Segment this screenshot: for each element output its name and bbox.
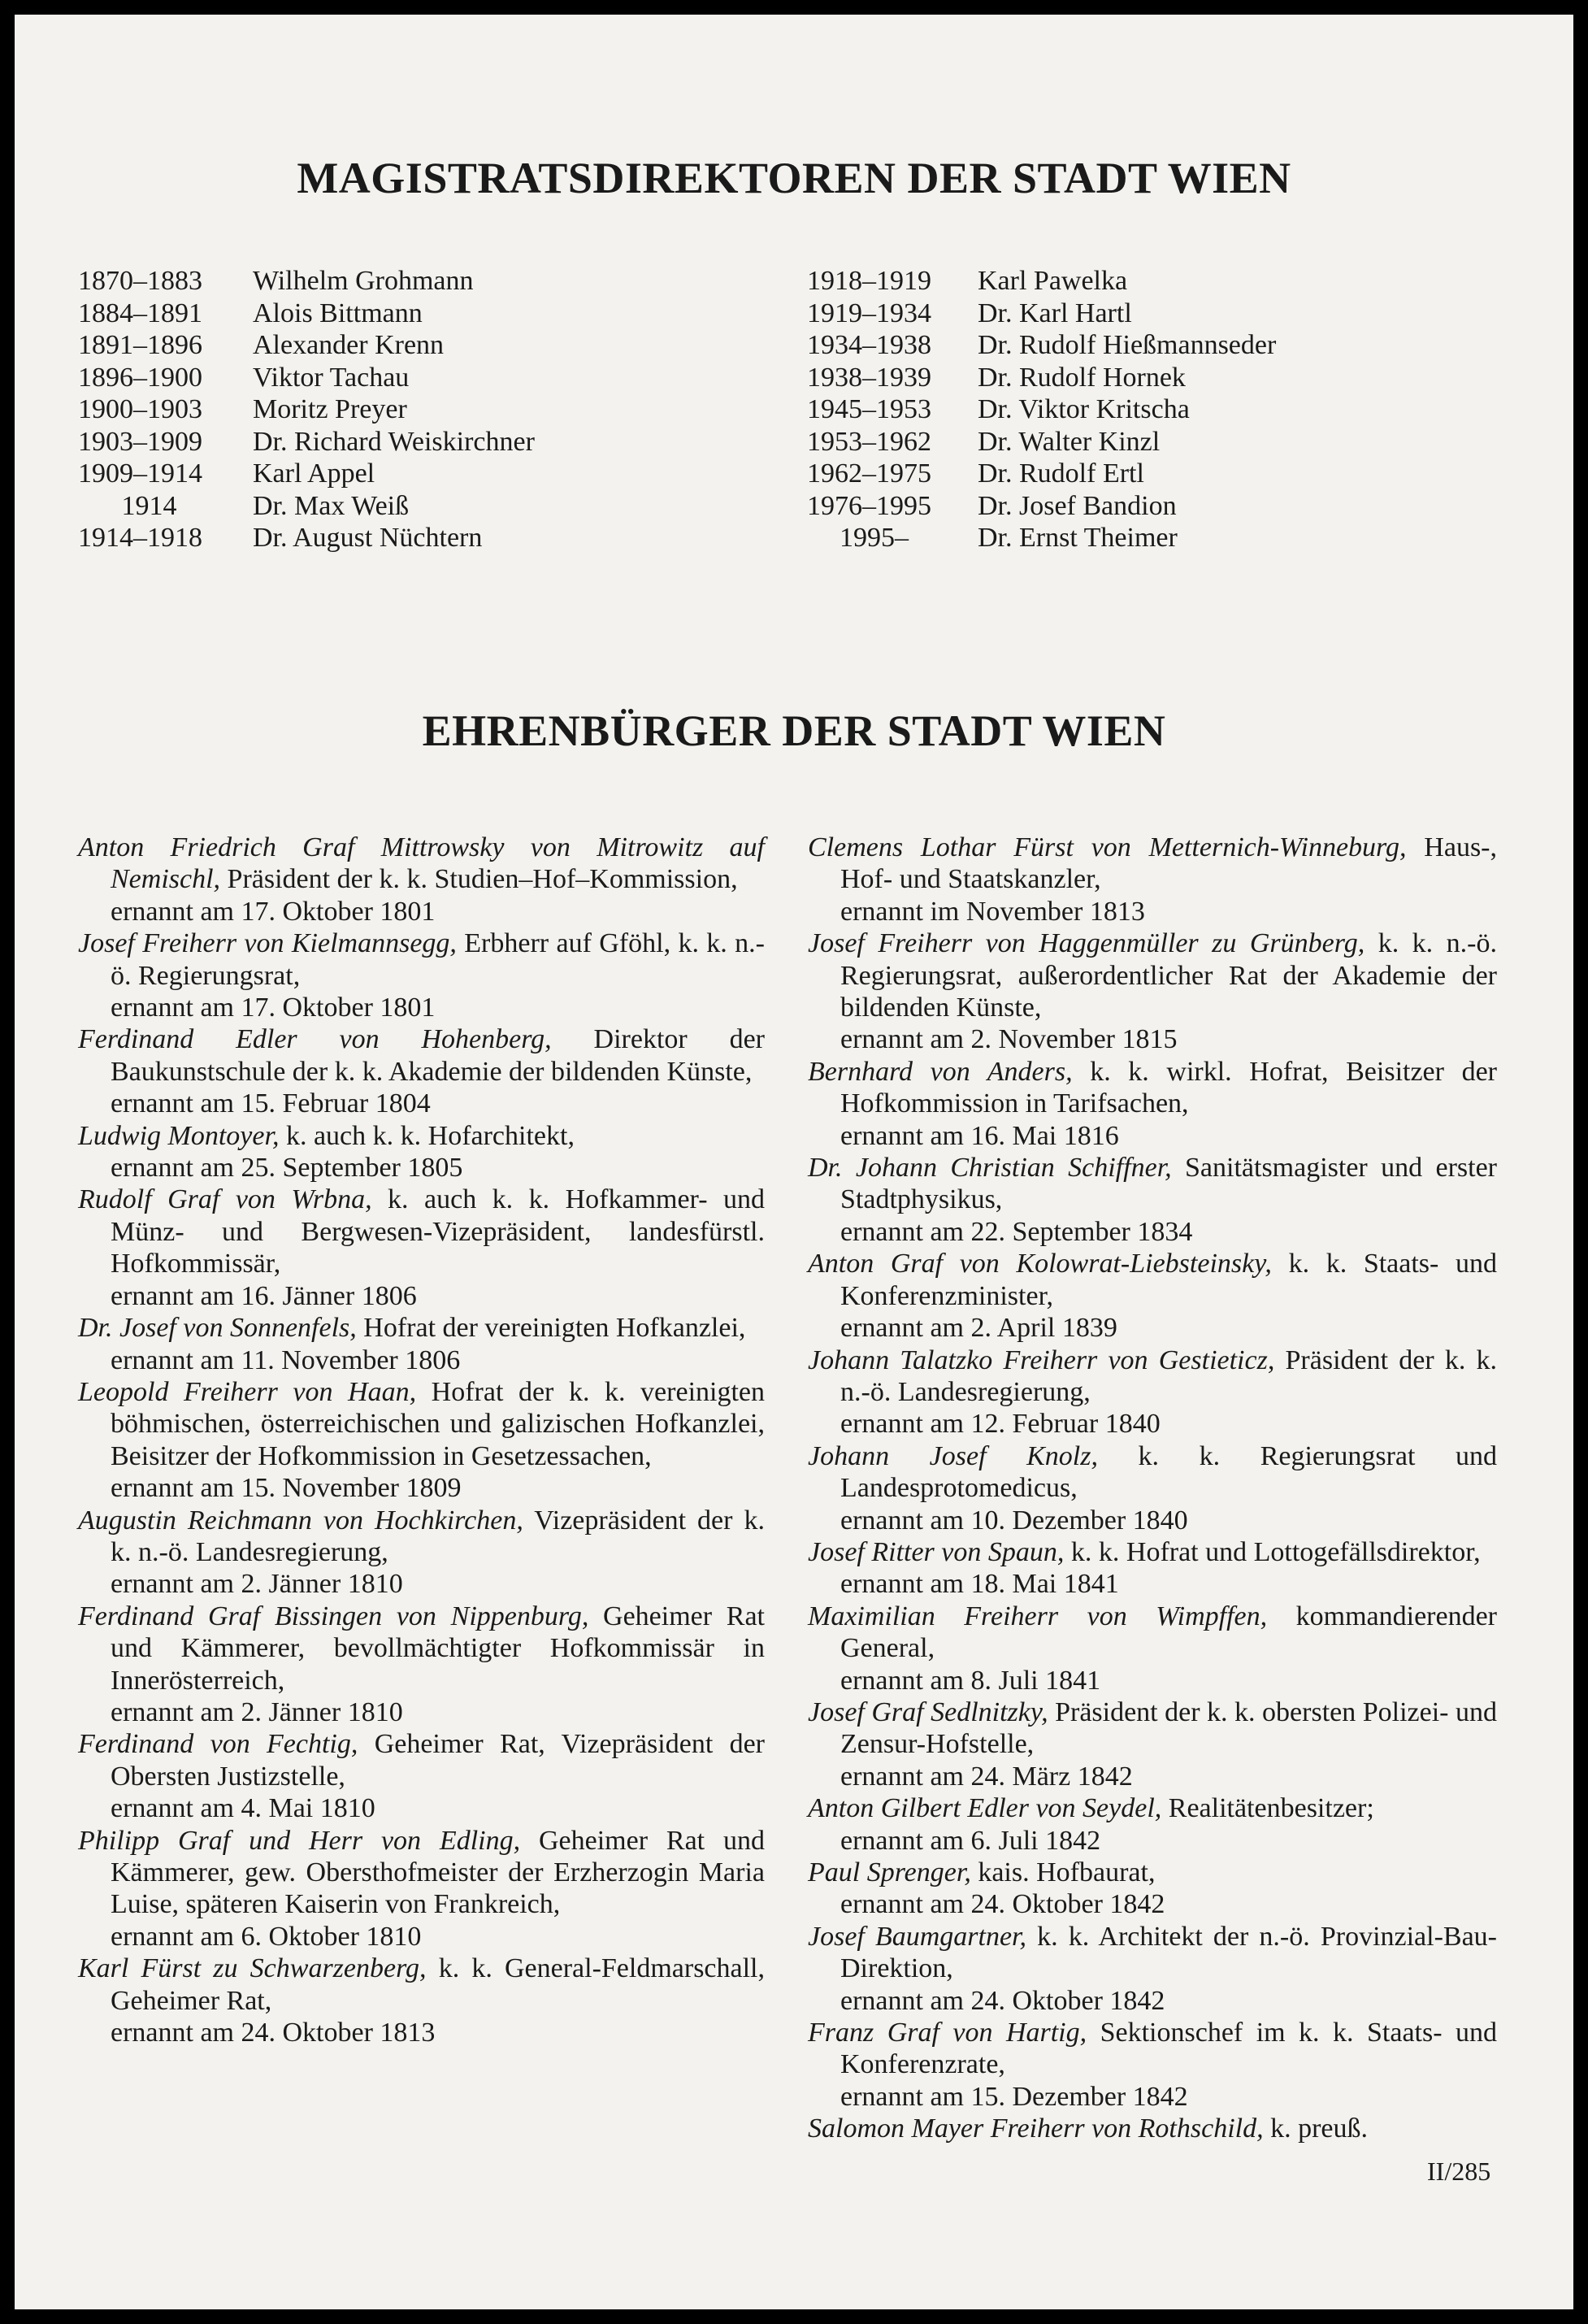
citizen-name: Rudolf Graf von Wrbna, (78, 1184, 372, 1215)
director-name: Dr. Rudolf Ertl (978, 458, 1144, 489)
entry-description (808, 1696, 1497, 1761)
director-row (807, 522, 1276, 554)
appointment-date: ernannt am 16. Mai 1816 (840, 1120, 1119, 1151)
director-years: 1900–1903 (78, 394, 202, 424)
entry-description (808, 1056, 1497, 1120)
director-name: Dr. Karl Hartl (978, 298, 1132, 328)
citizen-title: Direktor der Baukunstschule der k. k. Akademie der bildenden Künste, (111, 1024, 765, 1087)
director-name: Karl Pawelka (978, 266, 1128, 296)
citizen-name: Ludwig Montoyer, (78, 1120, 280, 1151)
honorary-citizens-column-right (808, 832, 1497, 2145)
appointment-date: ernannt am 2. Jänner 1810 (111, 1569, 403, 1600)
honorary-citizen-entry (808, 1344, 1497, 1440)
citizen-title: k. k. n.-ö. Regierungsrat, außerordentlicher Rat der Akademie der bildenden Künste, (840, 928, 1497, 1023)
honorary-citizen-entry (808, 1792, 1497, 1857)
appointment-date: ernannt am 6. Juli 1842 (840, 1825, 1101, 1856)
appointment-date: ernannt am 22. September 1834 (840, 1216, 1193, 1247)
entry-description (78, 927, 765, 992)
citizen-name: Dr. Johann Christian Schiffner, (808, 1153, 1172, 1184)
appointment-date: ernannt am 15. Dezember 1842 (840, 2081, 1188, 2112)
director-years: 1884–1891 (78, 298, 202, 328)
appointment-date: ernannt am 24. Oktober 1842 (840, 1889, 1165, 1920)
entry-description (78, 1376, 765, 1472)
honorary-citizen-entry (808, 1601, 1497, 1696)
entry-description (78, 1601, 765, 1696)
citizen-title: k. k. Staats- und Konferenzminister, (840, 1249, 1497, 1311)
honorary-citizen-entry (808, 1440, 1497, 1536)
director-row (78, 329, 535, 362)
honorary-citizen-entry (78, 1120, 765, 1184)
director-row (78, 458, 535, 490)
director-name: Dr. Viktor Kritscha (978, 394, 1190, 424)
citizen-name: Bernhard von Anders, (808, 1056, 1073, 1087)
entry-description (808, 1792, 1497, 1824)
honorary-citizen-entry (808, 1857, 1497, 1921)
entry-description (808, 2017, 1497, 2081)
entry-description (808, 2113, 1497, 2144)
honorary-citizens-column-left (78, 832, 765, 2048)
entry-description (78, 1825, 765, 1921)
appointment-date: ernannt am 10. Dezember 1840 (840, 1505, 1188, 1536)
citizen-name: Augustin Reichmann von Hochkirchen, (78, 1505, 523, 1536)
director-name: Alexander Krenn (253, 330, 445, 360)
appointment-date: ernannt am 16. Jänner 1806 (111, 1280, 417, 1311)
director-row (807, 393, 1276, 426)
entry-description (808, 927, 1497, 1023)
citizen-title: kais. Hofbaurat, (970, 1857, 1156, 1887)
citizen-title: Präsident der k. k. obersten Polizei- und Zensur-Hofstelle, (840, 1696, 1497, 1760)
entry-description (78, 1184, 765, 1279)
director-name: Alois Bittmann (253, 298, 423, 328)
director-name: Wilhelm Grohmann (253, 266, 474, 296)
director-row (78, 522, 535, 554)
citizen-title: k. k. Hofrat und Lottogefällsdirektor, (1064, 1536, 1481, 1567)
director-row (807, 329, 1276, 362)
honorary-citizen-entry (808, 832, 1497, 927)
director-row (807, 265, 1276, 298)
citizen-name: Anton Gilbert Edler von Seydel, (808, 1793, 1162, 1824)
honorary-citizen-entry (78, 927, 765, 1023)
entry-description (808, 1248, 1497, 1312)
directors-list-left (78, 265, 535, 554)
entry-description (808, 1536, 1497, 1568)
citizen-title: Hofrat der k. k. vereinigten böhmischen, österreichischen und galizischen Hofkanzlei, Beisitzer der Hofkommission in Gesetzessachen, (111, 1376, 765, 1471)
honorary-citizen-entry (808, 1248, 1497, 1344)
directors-list-right (807, 265, 1276, 554)
director-row (78, 490, 535, 523)
director-years: 1945–1953 (807, 394, 931, 424)
director-row (807, 490, 1276, 523)
entry-description (78, 1953, 765, 2017)
citizen-name: Ferdinand Edler von Hohenberg, (78, 1024, 552, 1055)
director-row (807, 298, 1276, 330)
citizen-name: Philipp Graf und Herr von Edling, (78, 1825, 521, 1856)
appointment-date: ernannt am 15. November 1809 (111, 1473, 462, 1504)
appointment-date: ernannt am 2. November 1815 (840, 1024, 1178, 1055)
director-name: Dr. Richard Weiskirchner (253, 426, 535, 457)
citizen-title: k. auch k. k. Hofarchitekt, (279, 1120, 575, 1151)
entry-description (808, 832, 1497, 896)
director-name: Karl Appel (253, 458, 375, 489)
honorary-citizen-entry (78, 1825, 765, 1953)
citizen-title: Realitätenbesitzer; (1161, 1793, 1374, 1824)
director-row (78, 393, 535, 426)
honorary-citizen-entry (808, 2017, 1497, 2113)
citizen-title: k. k. wirkl. Hofrat, Beisitzer der Hofkommission in Tarifsachen, (840, 1056, 1497, 1119)
honorary-citizen-entry (78, 1023, 765, 1119)
director-years: 1891–1896 (78, 330, 202, 360)
entry-description (78, 1505, 765, 1569)
director-row (807, 458, 1276, 490)
citizen-name: Anton Friedrich Graf Mittrowsky von Mitrowitz auf Nemischl, (78, 832, 765, 895)
honorary-citizen-entry (78, 1312, 765, 1376)
director-name: Dr. Ernst Theimer (978, 523, 1178, 553)
citizen-name: Ferdinand Graf Bissingen von Nippenburg, (78, 1601, 589, 1631)
appointment-date: ernannt am 2. Jänner 1810 (111, 1696, 403, 1727)
section-title-ehrenbuerger: EHRENBÜRGER DER STADT WIEN (422, 706, 1166, 755)
citizen-title: k. auch k. k. Hofkammer- und Münz- und Bergwesen-Vizepräsident, landesfürstl. Hofkommissär, (111, 1184, 765, 1279)
appointment-date: ernannt am 17. Oktober 1801 (111, 896, 436, 927)
entry-description (78, 832, 765, 896)
appointment-date: ernannt am 17. Oktober 1801 (111, 993, 436, 1023)
director-row (78, 265, 535, 298)
director-name: Dr. Rudolf Hießmannseder (978, 330, 1277, 360)
director-years: 1934–1938 (807, 330, 931, 360)
citizen-name: Leopold Freiherr von Haan, (78, 1376, 417, 1407)
entry-description (808, 1921, 1497, 1985)
citizen-name: Dr. Josef von Sonnenfels, (78, 1313, 357, 1344)
director-name: Dr. Walter Kinzl (978, 426, 1161, 457)
citizen-name: Anton Graf von Kolowrat-Liebsteinsky, (808, 1249, 1272, 1279)
citizen-title: k. k. General-Feldmarschall, Geheimer Rat, (111, 1953, 765, 2016)
citizen-title: Erbherr auf Gföhl, k. k. n.-ö. Regierungsrat, (111, 928, 765, 991)
director-years: 1919–1934 (807, 298, 931, 328)
director-years: 1953–1962 (807, 426, 931, 457)
director-years: 1909–1914 (78, 458, 202, 489)
appointment-date: ernannt am 8. Juli 1841 (840, 1665, 1101, 1696)
entry-description (808, 1857, 1497, 1888)
citizen-name: Josef Freiherr von Haggenmüller zu Grünberg, (808, 928, 1365, 959)
citizen-title: Geheimer Rat, Vizepräsident der Obersten Justizstelle, (111, 1729, 765, 1792)
director-years: 1976–1995 (807, 490, 931, 521)
honorary-citizen-entry (78, 832, 765, 927)
citizen-title: k. preuß. (1263, 2113, 1369, 2144)
appointment-date: ernannt am 24. Oktober 1813 (111, 2018, 436, 2048)
entry-description (808, 1344, 1497, 1409)
honorary-citizen-entry (78, 1953, 765, 2048)
director-row (78, 426, 535, 458)
citizen-title: Vizepräsident der k. k. n.-ö. Landesregierung, (111, 1505, 765, 1567)
honorary-citizen-entry (78, 1376, 765, 1505)
director-years: 1995– (840, 523, 909, 553)
honorary-citizen-entry (808, 927, 1497, 1056)
document-page (15, 15, 1573, 2309)
honorary-citizen-entry (808, 1056, 1497, 1152)
appointment-date: ernannt am 24. Oktober 1842 (840, 1985, 1165, 2016)
citizen-title: Geheimer Rat und Kämmerer, bevollmächtigter Hofkommissär in Innerösterreich, (111, 1601, 765, 1696)
director-years: 1870–1883 (78, 266, 202, 296)
entry-description (78, 1120, 765, 1152)
director-row (807, 362, 1276, 394)
director-name: Viktor Tachau (253, 362, 410, 393)
director-row (78, 298, 535, 330)
director-name: Dr. Rudolf Hornek (978, 362, 1186, 393)
citizen-name: Josef Baumgartner, (808, 1921, 1027, 1952)
entry-description (808, 1152, 1497, 1216)
director-years: 1903–1909 (78, 426, 202, 457)
citizen-name: Salomon Mayer Freiherr von Rothschild, (808, 2113, 1264, 2144)
honorary-citizen-entry (808, 1921, 1497, 2017)
appointment-date: ernannt im November 1813 (840, 896, 1145, 927)
entry-description (808, 1601, 1497, 1665)
citizen-name: Maximilian Freiherr von Wimpffen, (808, 1601, 1268, 1631)
citizen-title: k. k. Regierungsrat und Landesprotomedicus, (840, 1440, 1497, 1504)
honorary-citizen-entry (808, 1696, 1497, 1792)
appointment-date: ernannt am 6. Oktober 1810 (111, 1921, 422, 1952)
entry-description (78, 1728, 765, 1792)
citizen-name: Josef Freiherr von Kielmannsegg, (78, 928, 457, 959)
director-years: 1938–1939 (807, 362, 931, 393)
entry-description (78, 1312, 765, 1344)
appointment-date: ernannt am 12. Februar 1840 (840, 1409, 1161, 1440)
citizen-name: Josef Ritter von Spaun, (808, 1536, 1065, 1567)
citizen-title: Präsident der k. k. Studien–Hof–Kommission, (220, 864, 738, 895)
director-name: Dr. Max Weiß (253, 490, 410, 521)
citizen-name: Ferdinand von Fechtig, (78, 1729, 358, 1760)
honorary-citizen-entry (78, 1728, 765, 1824)
entry-description (808, 1440, 1497, 1505)
citizen-title: Hofrat der vereinigten Hofkanzlei, (356, 1313, 746, 1344)
appointment-date: ernannt am 2. April 1839 (840, 1313, 1117, 1344)
entry-description (78, 1023, 765, 1088)
director-row (78, 362, 535, 394)
honorary-citizen-entry (78, 1601, 765, 1729)
citizen-name: Josef Graf Sedlnitzky, (808, 1696, 1048, 1727)
honorary-citizen-entry (808, 1152, 1497, 1248)
director-years: 1896–1900 (78, 362, 202, 393)
citizen-name: Paul Sprenger, (808, 1857, 971, 1887)
page-number: II/285 (1427, 2157, 1491, 2186)
citizen-title: Geheimer Rat und Kämmerer, gew. Obersthofmeister der Erzherzogin Maria Luise, späteren Kaiserin von Frankreich, (111, 1825, 765, 1920)
citizen-name: Johann Josef Knolz, (808, 1440, 1098, 1471)
director-years: 1962–1975 (807, 458, 931, 489)
director-years: 1914 (121, 490, 177, 521)
appointment-date: ernannt am 24. März 1842 (840, 1761, 1133, 1792)
appointment-date: ernannt am 11. November 1806 (111, 1344, 461, 1375)
appointment-date: ernannt am 18. Mai 1841 (840, 1569, 1119, 1600)
honorary-citizen-entry (78, 1184, 765, 1312)
citizen-name: Franz Graf von Hartig, (808, 2018, 1087, 2048)
citizen-title: Haus-, Hof- und Staatskanzler, (840, 832, 1497, 895)
citizen-title: Präsident der k. k. n.-ö. Landesregierung, (840, 1344, 1498, 1407)
honorary-citizen-entry (808, 1536, 1497, 1601)
director-name: Dr. Josef Bandion (978, 490, 1177, 521)
honorary-citizen-entry (78, 1505, 765, 1601)
director-name: Dr. August Nüchtern (253, 523, 483, 553)
citizen-name: Karl Fürst zu Schwarzenberg, (78, 1953, 427, 1984)
citizen-title: k. k. Architekt der n.-ö. Provinzial-Bau-Direktion, (840, 1921, 1497, 1984)
citizen-name: Clemens Lothar Fürst von Metternich-Winneburg, (808, 832, 1407, 862)
director-years: 1918–1919 (807, 266, 931, 296)
section-title-magistratsdirektoren: MAGISTRATSDIREKTOREN DER STADT WIEN (297, 154, 1291, 202)
appointment-date: ernannt am 4. Mai 1810 (111, 1793, 375, 1824)
citizen-title: Sanitätsmagister und erster Stadtphysikus, (840, 1153, 1497, 1215)
citizen-name: Johann Talatzko Freiherr von Gestieticz, (808, 1344, 1275, 1375)
citizen-title: Sektionschef im k. k. Staats- und Konferenzrate, (840, 2018, 1498, 2080)
director-row (807, 426, 1276, 458)
honorary-citizen-entry (808, 2113, 1497, 2144)
citizen-title: kommandierender General, (840, 1601, 1497, 1664)
appointment-date: ernannt am 25. September 1805 (111, 1153, 463, 1184)
appointment-date: ernannt am 15. Februar 1804 (111, 1088, 431, 1119)
director-name: Moritz Preyer (253, 394, 407, 424)
director-years: 1914–1918 (78, 523, 202, 553)
